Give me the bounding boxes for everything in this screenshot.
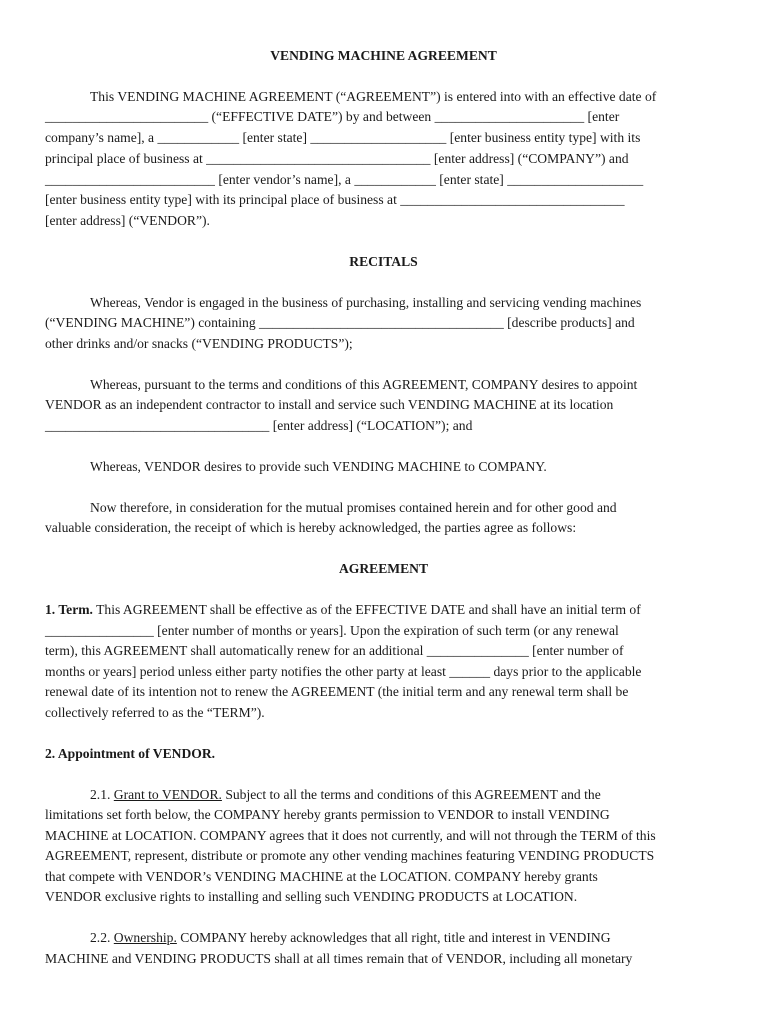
section2-1-line-5: that compete with VENDOR’s VENDING MACHINE at the LOCATION. COMPANY hereby grants <box>45 869 598 884</box>
section2-1-line-2: limitations set forth below, the COMPANY hereby grants permission to VENDOR to install VENDING <box>45 807 610 822</box>
intro-line-6: [enter business entity type] with its principal place of business at _________________________________ <box>45 192 625 207</box>
agreement-heading: AGREEMENT <box>338 561 429 576</box>
section2-1-line-3: MACHINE at LOCATION. COMPANY agrees that it does not currently, and will not through the TERM of this <box>45 828 656 843</box>
section2-1-line-6: VENDOR exclusive rights to installing and selling such VENDING PRODUCTS at LOCATION. <box>45 889 578 904</box>
section1-line-3: term), this AGREEMENT shall automatically renew for an additional _______________ [enter number of <box>45 643 624 658</box>
section2-1-line-4: AGREEMENT, represent, distribute or promote any other vending machines featuring VENDING PRODUCTS <box>45 848 655 863</box>
recitals-heading: RECITALS <box>349 254 418 269</box>
section2-2-first-line-text: COMPANY hereby acknowledges that all right, title and interest in VENDING <box>176 930 611 945</box>
recital2-line-1: Whereas, pursuant to the terms and conditions of this AGREEMENT, COMPANY desires to appoint <box>90 377 638 392</box>
section2-2-number: 2.2. <box>90 930 114 945</box>
section2-heading: 2. Appointment of VENDOR. <box>45 746 216 761</box>
section2-2-title: Ownership. <box>113 930 177 945</box>
section2-1-first-line-text: Subject to all the terms and conditions of this AGREEMENT and the <box>221 787 601 802</box>
section2-1-line-1 <box>90 786 601 804</box>
section2-1-number: 2.1. <box>90 787 114 802</box>
section1-heading: 1. Term. <box>45 602 93 617</box>
recital4-line-2: valuable consideration, the receipt of which is hereby acknowledged, the parties agree as follows: <box>45 520 577 535</box>
recital2-line-2: VENDOR as an independent contractor to install and service such VENDING MACHINE at its location <box>45 397 614 412</box>
intro-line-4: principal place of business at _________________________________ [enter address] (“COMPANY”) and <box>45 151 629 166</box>
section2-2-line-2: MACHINE and VENDING PRODUCTS shall at all times remain that of VENDOR, including all monetary <box>45 951 633 966</box>
intro-line-2: ________________________ (“EFFECTIVE DATE”) by and between ______________________ [enter <box>45 109 620 124</box>
recital4-line-1: Now therefore, in consideration for the mutual promises contained herein and for other good and <box>90 500 617 515</box>
section1-line-5: renewal date of its intention not to renew the AGREEMENT (the initial term and any renewal term shall be <box>45 684 629 699</box>
intro-line-7: [enter address] (“VENDOR”). <box>45 213 210 228</box>
section1-line-6: collectively referred to as the “TERM”). <box>45 705 265 720</box>
intro-line-5: _________________________ [enter vendor’s name], a ____________ [enter state] ____________________ <box>45 172 644 187</box>
section1-line-4: months or years] period unless either party notifies the other party at least ______ days prior to the applicable <box>45 664 642 679</box>
intro-line-3: company’s name], a ____________ [enter state] ____________________ [enter business entity type] with its <box>45 130 641 145</box>
recital3-line-1: Whereas, VENDOR desires to provide such VENDING MACHINE to COMPANY. <box>90 459 547 474</box>
section1-line-2: ________________ [enter number of months or years]. Upon the expiration of such term (or any renewal <box>45 623 619 638</box>
recital1-line-2: (“VENDING MACHINE”) containing ____________________________________ [describe products] and <box>45 315 635 330</box>
section2-2-line-1 <box>90 929 611 947</box>
document-title: VENDING MACHINE AGREEMENT <box>270 48 497 63</box>
recital1-line-1: Whereas, Vendor is engaged in the business of purchasing, installing and servicing vending machines <box>90 295 642 310</box>
intro-line-1: This VENDING MACHINE AGREEMENT (“AGREEMENT”) is entered into with an effective date of <box>90 89 657 104</box>
section1-first-line-text: This AGREEMENT shall be effective as of the EFFECTIVE DATE and shall have an initial term of <box>92 602 641 617</box>
recital1-line-3: other drinks and/or snacks (“VENDING PRODUCTS”); <box>45 336 353 351</box>
recital2-line-3: _________________________________ [enter address] (“LOCATION”); and <box>45 418 473 433</box>
section2-1-title: Grant to VENDOR. <box>113 787 222 802</box>
section1-line-1 <box>45 601 641 619</box>
